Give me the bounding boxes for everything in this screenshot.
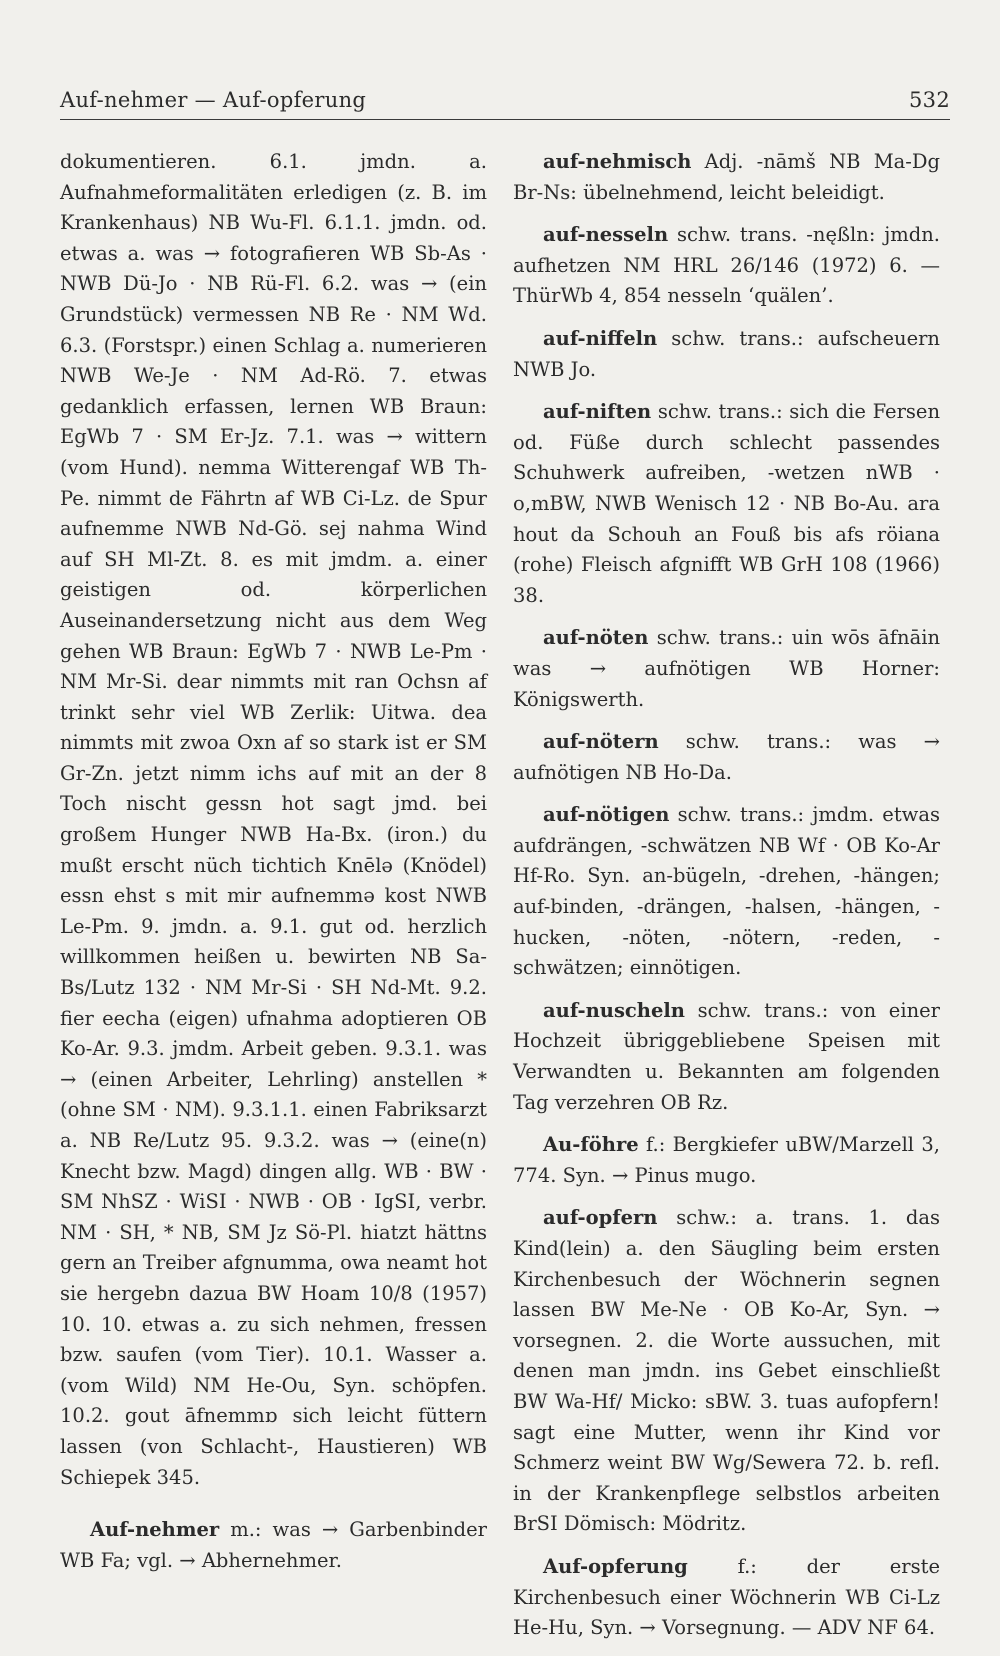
entry-text: Adj. -nāmš NB Ma-Dg Br-Ns: übelnehmend, leicht beleidigt. xyxy=(513,150,940,204)
dictionary-entry xyxy=(513,324,940,385)
dictionary-entry xyxy=(513,1130,940,1191)
entry-lemma: auf-opfern xyxy=(543,1206,658,1230)
entry-lemma: Auf-nehmer xyxy=(90,1518,220,1542)
entry-text: schw. trans.: uin wōs āfnāin was → aufnötigen WB Horner: Königswerth. xyxy=(513,626,941,711)
dictionary-entry xyxy=(60,1515,487,1576)
dictionary-entry xyxy=(513,996,940,1118)
entry-lemma: auf-nuscheln xyxy=(543,998,685,1022)
entry-lemma: auf-niften xyxy=(543,400,652,424)
dictionary-entry xyxy=(513,623,940,715)
right-column xyxy=(513,147,940,1656)
dictionary-entry xyxy=(513,397,940,611)
entry-text: schw. trans.: aufscheuern NWB Jo. xyxy=(513,326,940,381)
dictionary-entry xyxy=(513,1203,940,1540)
entry-lemma: auf-nötern xyxy=(543,730,659,754)
entry-text: schw. trans.: sich die Fersen od. Füße durch schlecht passendes Schuhwerk aufreiben, -wetzen nWB · o,mBW, NWB Wenisch 12 · NB Bo-Au. ara hout da Schouh an Fouß bis afs röiana (rohe) Fleisch afgnifft WB GrH 108 (1966) 38. xyxy=(513,400,941,607)
entry-lemma: auf-nöten xyxy=(543,626,649,650)
dictionary-entry xyxy=(513,1552,940,1644)
entry-lemma: auf-nehmisch xyxy=(543,150,692,173)
left-column xyxy=(60,147,487,1588)
entry-text: schw.: a. trans. 1. das Kind(lein) a. den Säugling beim ersten Kirchenbesuch der Wöchnerin segnen lassen BW Me-Ne · OB Ko-Ar, Syn. → vorsegnen. 2. die Worte aussuchen, mit denen man jmdn. ins Gebet einschließt BW Wa-Hf/ Micko: sBW. 3. tuas aufopfern! sagt eine Mutter, wenn ihr Kind vor Schmerz weint BW Wg/Sewera 72. b. refl. in der Krankenpflege selbstlos arbeiten BrSI Dömisch: Mödritz. xyxy=(513,1206,940,1536)
entry-text: schw. trans.: was → aufnötigen NB Ho-Da. xyxy=(513,730,940,784)
page-number: 532 xyxy=(909,88,950,112)
entry-text: m.: was → Garbenbinder WB Fa; vgl. → Abhernehmer. xyxy=(60,1518,487,1572)
entry-text: schw. trans. -nęßln: jmdn. aufhetzen NM HRL 26/146 (1972) 6. — ThürWb 4, 854 nesseln ‘quälen’. xyxy=(513,223,941,308)
entry-lemma: auf-nesseln xyxy=(543,223,669,247)
dictionary-entry xyxy=(513,147,940,208)
running-title: Auf-nehmer — Auf-opferung xyxy=(60,88,367,112)
entry-text: schw. trans.: jmdm. etwas aufdrängen, -schwätzen NB Wf · OB Ko-Ar Hf-Ro. Syn. an-bügeln, -drehen, -hängen; auf-binden, -drängen, -halsen, -hängen, -hucken, -nöten, -nötern, -reden, -schwätzen; einnötigen. xyxy=(513,803,940,980)
entry-lemma: auf-niffeln xyxy=(543,326,658,350)
dictionary-entry xyxy=(513,220,940,312)
header-rule xyxy=(60,119,950,120)
dictionary-entry xyxy=(513,800,940,984)
dictionary-entry xyxy=(513,727,940,788)
dictionary-entry-continuation xyxy=(60,147,487,1493)
entry-lemma: auf-nötigen xyxy=(543,803,670,827)
entry-text: dokumentieren. 6.1. jmdn. a. Aufnahmeformalitäten erledigen (z. B. im Krankenhaus) NB Wu-Fl. 6.1.1. jmdn. od. etwas a. was → fotografieren WB Sb-As · NWB Dü-Jo · NB Rü-Fl. 6.2. was → (ein Grundstück) vermessen NB Re · NM Wd. 6.3. (Forstspr.) einen Schlag a. numerieren NWB We-Je · NM Ad-Rö. 7. etwas gedanklich erfassen, lernen WB Braun: EgWb 7 · SM Er-Jz. 7.1. was → wittern (vom Hund). nemma Witterengaf WB Th-Pe. nimmt de Fährtn af WB Ci-Lz. de Spur aufnemme NWB Nd-Gö. sej nahma Wind auf SH Ml-Zt. 8. es mit jmdm. a. einer geistigen od. körperlichen Auseinandersetzung nicht aus dem Weg gehen WB Braun: EgWb 7 · NWB Le-Pm · NM Mr-Si. dear nimmts mit ran Ochsn af trinkt sehr viel WB Zerlik: Uitwa. dea nimmts mit zwoa Oxn af so stark ist er SM Gr-Zn. jetzt nimm ichs auf mit an der 8 Toch nischt gessn hot sagt jmd. bei großem Hunger NWB Ha-Bx. (iron.) du mußt erscht nüch tichtich Knēlə (Knödel) essn ehst s mit mir aufnemmə kost NWB Le-Pm. 9. jmdn. a. 9.1. gut od. herzlich willkommen heißen u. bewirten NB Sa-Bs/Lutz 132 · NM Mr-Si · SH Nd-Mt. 9.2. fier eecha (eigen) ufnahma adoptieren OB Ko-Ar. 9.3. jmdm. Arbeit geben. 9.3.1. was → (einen Arbeiter, Lehrling) anstellen * (ohne SM · NM). 9.3.1.1. einen Fabriksarzt a. NB Re/Lutz 95. 9.3.2. was → (eine(n) Knecht bzw. Magd) dingen allg. WB · BW · SM NhSZ · WiSI · NWB · OB · IgSI, verbr. NM · SH, * NB, SM Jz Sö-Pl. hiatzt hättns gern an Treiber afgnumma, owa neamt hot sie hergebn dazua BW Hoam 10/8 (1957) 10. 10. etwas a. zu sich nehmen, fressen bzw. saufen (vom Tier). 10.1. Wasser a. (vom Wild) NM He-Ou, Syn. schöpfen. 10.2. gout āfnemmɒ sich leicht füttern lassen (von Schlacht-, Haustieren) WB Schiepek 345. xyxy=(60,150,487,1489)
entry-text: f.: Bergkiefer uBW/Marzell 3, 774. Syn. → Pinus mugo. xyxy=(513,1133,940,1187)
page-header xyxy=(60,88,950,112)
entry-text: f.: der erste Kirchenbesuch einer Wöchnerin WB Ci-Lz He-Hu, Syn. → Vorsegnung. — ADV NF 64. xyxy=(513,1554,941,1640)
entry-text: schw. trans.: von einer Hochzeit übriggebliebene Speisen mit Verwandten u. Bekannten am folgenden Tag verzehren OB Rz. xyxy=(513,998,940,1114)
entry-lemma: Auf-opferung xyxy=(543,1554,688,1578)
entry-lemma: Au-föhre xyxy=(543,1133,639,1157)
